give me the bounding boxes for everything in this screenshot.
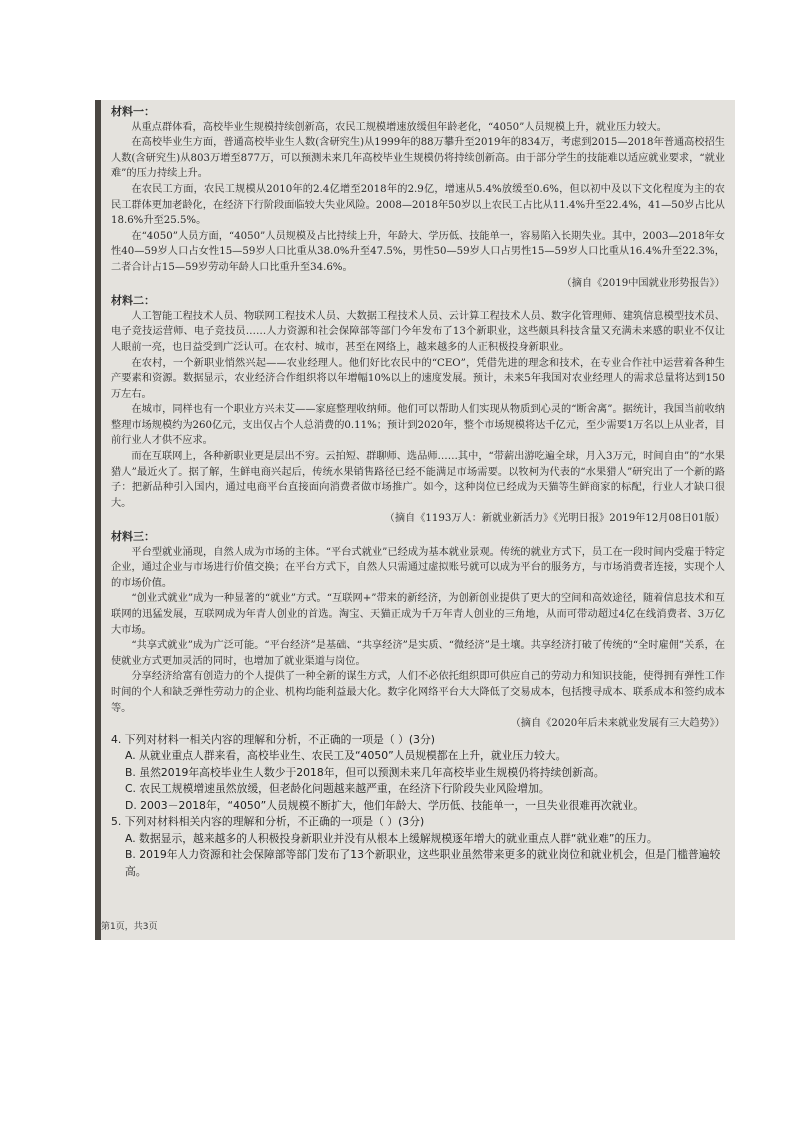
question-4-option-d: D. 2003－2018年，“4050”人员规模不断扩大，他们年龄大、学历低、技能单一，一旦失业很难再次就业。 [125, 798, 645, 812]
material2-paragraph-1: 人工智能工程技术人员、物联网工程技术人员、大数据工程技术人员、云计算工程技术人员、数字化管理师、建筑信息模型技术员、电子竞技运营师、电子竞技员……人力资源和社会保障部等部门今年发布了13个新职业，这些颇具科技含量又充满未来感的职业不仅让人眼前一亮，也日益受到广泛认可。在农村、城市，甚至在网络上，越来越多的人正积极投身新职业。 [111, 310, 725, 353]
material1-paragraph-3: 在农民工方面，农民工规模从2010年的2.4亿增至2018年的2.9亿，增速从5.4%放缓至0.6%，但以初中及以下文化程度为主的农民工群体更加老龄化，在经济下行阶段面临较大失业风险。2008—2018年50岁以上农民工占比从11.4%升至22.4%，41—50岁占比从18.6%升至25.5%。 [111, 183, 725, 227]
material2-paragraph-4: 而在互联网上，各种新职业更是层出不穷。云拍短、群聊师、选品师……其中，“带薪出游吃遍全球，月入3万元，时间自由”的“水果猎人”最近火了。据了解，生鲜电商兴起后，传统水果销售路径已经不能满足市场需要。以牧柯为代表的“水果猎人”研究出了一个新的路子：把新品种引入国内，通过电商平台直接面向消费者做市场推广。如今，这种岗位已经成为天猫等生鲜商家的标配，行业人才缺口很大。 [111, 451, 725, 509]
question-5-option-b: B. 2019年人力资源和社会保障部等部门发布了13个新职业，这些职业虽然带来更多的就业岗位和就业机会，但是门槛普遍较高。 [125, 848, 721, 878]
question-4-option-c: C. 农民工规模增速虽然放缓，但老龄化问题越来越严重，在经济下行阶段失业风险增加。 [125, 782, 550, 796]
material3-paragraph-4: 分享经济给富有创造力的个人提供了一种全新的谋生方式，人们不必依托组织即可供应自己的劳动力和知识技能，使得拥有弹性工作时间的个人和缺乏弹性劳动力的企业、机构均能利益最大化。数字化网络平台大大降低了交易成本，包括搜寻成本、联系成本和签约成本等。 [111, 671, 725, 714]
material3-paragraph-2: “创业式就业”成为一种显著的“就业”方式。“互联网+”带来的新经济，为创新创业提供了更大的空间和高效途径，随着信息技术和互联网的迅猛发展，互联网成为年青人创业的首选。淘宝、天猫正成为千万年青人创业的三角地，从而可带动超过4亿在线消费者、3万亿大市场。 [111, 593, 725, 636]
question-4-option-b: B. 虽然2019年高校毕业生人数少于2018年，但可以预测未来几年高校毕业生规模仍将持续创新高。 [125, 765, 605, 779]
question-5-stem: 5. 下列对材料相关内容的理解和分析，不正确的一项是（ ）(3分) [111, 815, 425, 829]
material2-citation: （摘自《1193万人：新就业新活力》《光明日报》2019年12月08日01版） [384, 513, 725, 525]
material1-paragraph-1: 从重点群体看，高校毕业生规模持续创新高，农民工规模增速放缓但年龄老化，“4050”人员规模上升，就业压力较大。 [131, 121, 667, 133]
material3-citation: （摘自《2020年后未来就业发展有三大趋势》） [510, 718, 725, 730]
material3-heading: 材料三： [111, 530, 155, 544]
question-4-stem: 4. 下列对材料一相关内容的理解和分析，不正确的一项是（ ）(3分) [111, 732, 435, 746]
material1-citation: （摘自《2019中国就业形势报告》） [561, 277, 725, 289]
question-4-option-a: A. 从就业重点人群来看，高校毕业生、农民工及“4050”人员规模都在上升，就业压力较大。 [125, 749, 567, 763]
material3-paragraph-3: “共享式就业”成为广泛可能。“平台经济”是基础、“共享经济”是实质、“微经济”是土壤。共享经济打破了传统的“全时雇佣”关系，在使就业方式更加灵活的同时，也增加了就业渠道与岗位。 [111, 640, 725, 667]
material1-paragraph-2: 在高校毕业生方面，普通高校毕业生人数(含研究生)从1999年的88万攀升至2019年的834万，考虑到2015—2018年普通高校招生人数(含研究生)从803万增至877万，可以预测未来几年高校毕业生规模仍将持续创新高。由于部分学生的技能难以适应就业要求，“就业难”的压力持续上升。 [111, 137, 725, 180]
document-photo [95, 100, 735, 940]
material3-paragraph-1: 平台型就业涌现，自然人成为市场的主体。“平台式就业”已经成为基本就业景观。传统的就业方式下，员工在一段时间内受雇于特定企业，通过企业与市场进行价值交换；在平台方式下，自然人只需通过虚拟账号就可以成为平台的服务方，与市场消费者连接，实现个人的市场价值。 [111, 546, 725, 589]
material1-heading: 材料一： [111, 105, 155, 118]
material1-paragraph-4: 在“4050”人员方面，“4050”人员规模及占比持续上升，年龄大、学历低、技能单一，容易陷入长期失业。其中，2003—2018年女性40—59岁人口占女性15—59岁人口比重从38.0%升至47.5%，男性50—59岁人口占男性15—59岁人口比重从16.4%升至22.3%，二者合计占15—59岁劳动年龄人口比重升至34.6%。 [111, 230, 725, 273]
material2-paragraph-3: 在城市，同样也有一个职业方兴未艾——家庭整理收纳师。他们可以帮助人们实现从物质到心灵的“断舍离”。据统计，我国当前收纳整理市场规模约为260亿元，支出仅占个人总消费的0.11%；预计到2020年，整个市场规模将达千亿元，至少需要1万名以上从业者，目前行业人才供不应求。 [111, 404, 725, 447]
page-footer: 第1页，共3页 [101, 922, 158, 932]
material2-heading: 材料二： [111, 294, 155, 308]
exam-sheet [111, 102, 725, 880]
material2-paragraph-2: 在农村，一个新职业悄然兴起——农业经理人。他们好比农民中的“CEO”，凭借先进的理念和技术，在专业合作社中运营着各种生产要素和资源。数据显示，农业经济合作组织将以年增幅10%以上的速度发展。预计，未来5年我国对农业经理人的需求总量将达到150万左右。 [111, 357, 725, 400]
question-5-option-a: A. 数据显示，越来越多的人积极投身新职业并没有从根本上缓解规模逐年增大的就业重点人群“就业难”的压力。 [125, 831, 658, 845]
